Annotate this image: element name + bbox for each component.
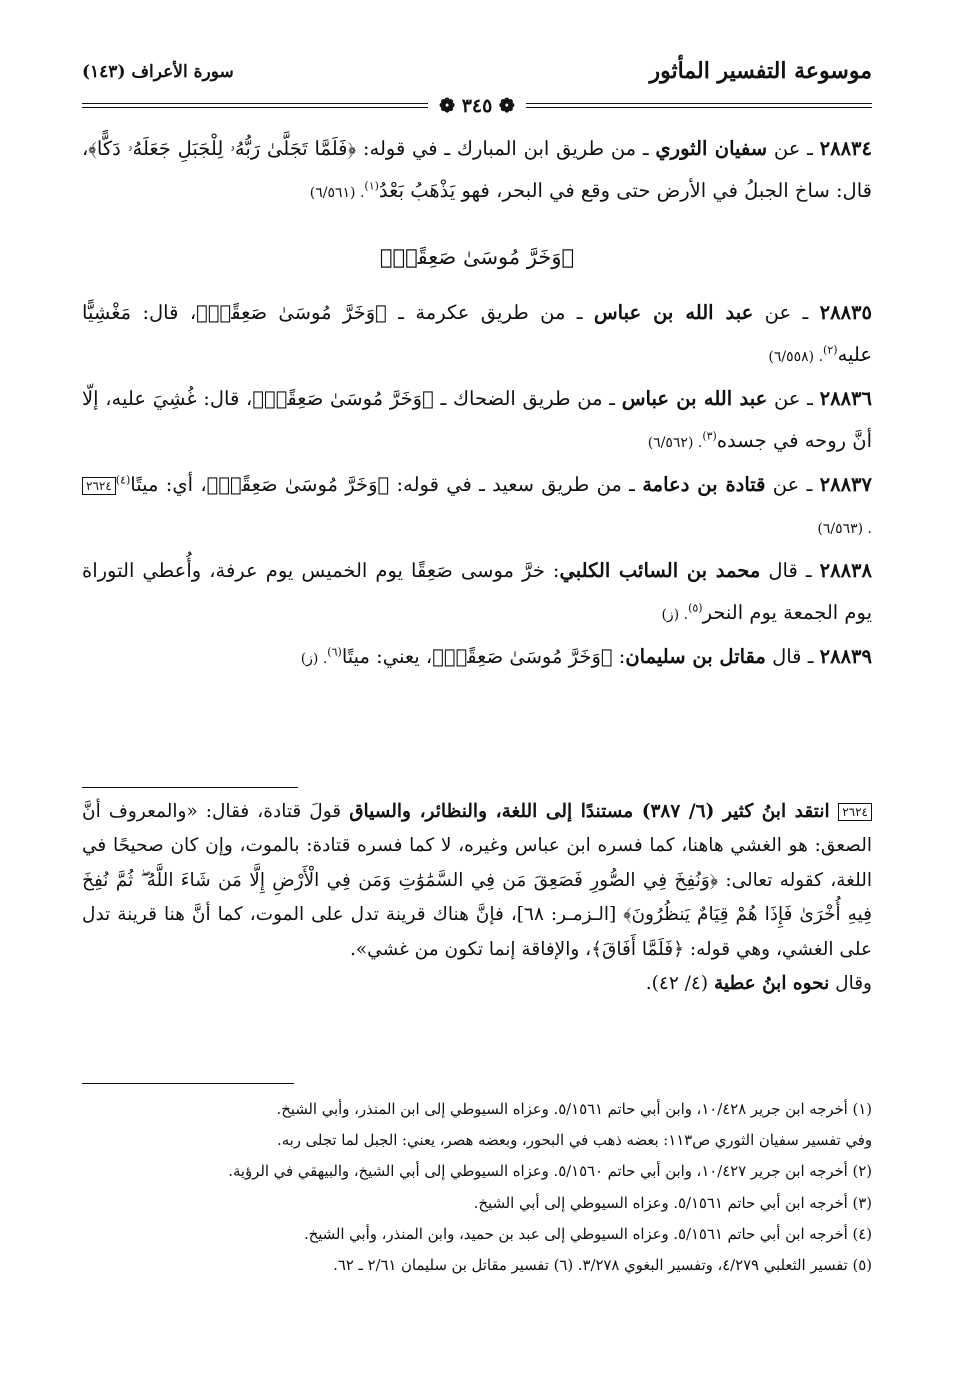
footnote-line: (١) أخرجه ابن جرير ١٠/٤٢٨، وابن أبي حاتم ٥/١٥٦١. وعزاه السيوطي إلى ابن المنذر، وأبي الشيخ. [276, 1101, 872, 1118]
quran-quote: ﴿فَلَمَّا تَجَلَّىٰ رَبُّهُۥ لِلْجَبَلِ جَعَلَهُۥ دَكًّا﴾ [88, 137, 357, 160]
volume-ref: . (٦/٥٦١) [309, 185, 365, 201]
footnote-marker: (٤) [115, 473, 131, 487]
narrator-name: عبد الله بن عباس [593, 301, 754, 324]
footnote-marker: (١) [364, 179, 379, 193]
footnote-separator [82, 1083, 294, 1084]
volume-ref: . (٦/٥٦٢) [647, 435, 703, 451]
ornament-icon: ❁ [439, 95, 462, 117]
entry-text: ـ من طريق عكرمة ـ [386, 301, 594, 324]
footnote-marker: (٣) [702, 429, 717, 443]
quran-quote: ﴿وَنُفِخَ فِي الصُّورِ فَصَعِقَ مَن فِي السَّمَٰوَٰتِ وَمَن فِي الْأَرْضِ إِلَّا مَن شَاءَ اللَّهُ ۖ ثُمَّ نُفِخَ فِيهِ أُخْرَىٰ فَإِذَا هُمْ قِيَامٌ يَنظُرُونَ﴾ [82, 869, 872, 926]
narrator-name: سفيان الثوري [655, 137, 768, 160]
quran-quote: ﴿وَخَرَّ مُوسَىٰ صَعِقًاۚ﴾ [252, 387, 434, 410]
entry-pre: ـ عن [765, 473, 820, 496]
volume-ref: . (٦/٥٥٨) [768, 349, 824, 365]
quran-quote: ﴿وَخَرَّ مُوسَىٰ صَعِقًاۚ﴾ [432, 645, 613, 668]
running-header [82, 58, 872, 88]
book-title: موسوعة التفسير المأثور [649, 58, 872, 84]
entry-28839 [82, 636, 872, 680]
entry-number: ٢٨٨٣٩ [819, 645, 872, 668]
page-number [432, 96, 522, 116]
volume-ref: . (٦/٥٦٣) [817, 521, 872, 537]
note-separator [82, 787, 298, 788]
entry-28834 [82, 128, 872, 214]
entry-pre: ـ قال [765, 645, 820, 668]
cross-ref-box[interactable]: ٢٦٢٤ [82, 477, 116, 495]
volume-ref: . (ز) [300, 651, 328, 667]
note-paragraph-2 [82, 967, 872, 1001]
page-number-value: ٣٤٥ [461, 95, 493, 117]
note-text: [الـزمـر: ٦٨]، فإنَّ هناك قرينة تدل على الموت، كما أنَّ هنا قرينة تدل على الغشي، وهي قوله: [82, 904, 872, 960]
entry-pre: ـ قال [760, 559, 820, 582]
note-bold-intro: انتقد ابنُ كثير (٦/ ٣٨٧) مستندًا إلى اللغة، والنظائر، والسياق [349, 801, 839, 822]
entry-text: ، يعني: ميتًا [341, 645, 433, 668]
quran-quote: ﴿فَلَمَّا أَفَاقَ﴾ [591, 938, 684, 960]
rule-left-thin [82, 107, 428, 108]
entry-text: : [612, 645, 626, 668]
note-paragraph [82, 795, 872, 967]
entry-number: ٢٨٨٣٦ [819, 387, 872, 410]
footnote-marker: (٦) [327, 645, 342, 659]
entry-text: ـ من طريق سعيد ـ في قوله: [389, 473, 643, 496]
rule-right-thin [526, 107, 872, 108]
ornament-icon: ❁ [492, 95, 515, 117]
footnote-line: (٥) تفسير الثعلبي ٤/٢٧٩، وتفسير البغوي ٣/٢٧٨. (٦) تفسير مقاتل بن سليمان ٢/٦١ ـ ٦٢. [333, 1257, 872, 1275]
footnotes [82, 1094, 872, 1281]
rule-right [526, 103, 872, 104]
narrator-name: قتادة بن دعامة [642, 473, 766, 496]
entry-text: ، قال: مَغْشِيًّا عليه [82, 301, 872, 366]
note-text: وقال [829, 973, 872, 995]
narrator-name: محمد بن السائب الكلبي [559, 559, 761, 582]
note-text: (٤/ ٤٢). [645, 973, 714, 995]
footnote-line: (٤) أخرجه ابن أبي حاتم ٥/١٥٦١. وعزاه السيوطي إلى عبد بن حميد، وابن المنذر، وأبي الشيخ. [303, 1225, 872, 1243]
entry-text: ـ من طريق ابن المبارك ـ في قوله: [356, 137, 656, 160]
header-rule [82, 96, 872, 116]
volume-ref: . (ز) [661, 607, 689, 623]
footnote-line: (٢) أخرجه ابن جرير ١٠/٤٢٧، وابن أبي حاتم ٥/١٥٦٠. وعزاه السيوطي إلى أبي الشيخ، والبيهقي في الرؤية. [228, 1163, 872, 1181]
editorial-note [82, 795, 872, 1001]
entry-28836 [82, 378, 872, 464]
footnote-line: (٣) أخرجه ابن أبي حاتم ٥/١٥٦١. وعزاه السيوطي إلى أبي الشيخ. [473, 1194, 872, 1212]
quran-quote: ﴿وَخَرَّ مُوسَىٰ صَعِقًاۚ﴾ [206, 473, 390, 496]
entry-28837 [82, 464, 872, 550]
entry-text: : خرَّ موسى صَعِقًا يوم الخميس يوم عرفة، وأُعطي التوراة يوم الجمعة يوم النحر [82, 559, 872, 624]
footnote-line: وفي تفسير سفيان الثوري ص١١٣: بعضه ذهب في البحور، وبعضه هصر، يعني: الجبل لما تجلى ربه. [277, 1132, 872, 1150]
note-text: ، والإفاقة إنما تكون من غشي». [349, 938, 592, 960]
entry-28838 [82, 550, 872, 636]
entry-pre: ـ عن [767, 137, 820, 160]
entry-number: ٢٨٨٣٤ [819, 137, 873, 160]
entry-28835 [82, 292, 872, 378]
entry-number: ٢٨٨٣٥ [819, 301, 872, 324]
note-bold: نحوه ابنُ عطية [713, 973, 830, 995]
note-number-box[interactable]: ٢٦٢٤ [838, 803, 872, 821]
section-heading: ﴿وَخَرَّ مُوسَىٰ صَعِقًاۚ﴾ [379, 245, 575, 269]
footnote-marker: (٥) [688, 601, 703, 615]
narrator-name: مقاتل بن سليمان [625, 645, 766, 668]
entry-text: ـ من طريق الضحاك ـ [433, 387, 622, 410]
narrator-name: عبد الله بن عباس [621, 387, 768, 410]
rule-left [82, 103, 428, 104]
surah-label: سورة الأعراف (١٤٣) [82, 62, 234, 82]
entry-pre: ـ عن [767, 387, 820, 410]
entry-number: ٢٨٨٣٧ [819, 473, 872, 496]
note-text: قولَ قتادة، فقال: «والمعروف أنَّ الصعق: هو الغشي هاهنا، كما فسره ابن عباس وغيره، لا كما فسره قتادة: بالموت، وإن كان صحيحًا في اللغة، كقوله تعالى: [82, 801, 872, 891]
quran-quote: ﴿وَخَرَّ مُوسَىٰ صَعِقًاۚ﴾ [196, 301, 387, 324]
entry-number: ٢٨٨٣٨ [819, 559, 873, 582]
entry-text: ، أي: ميتًا [130, 473, 207, 496]
entry-text: ، قال: غُشِيَ عليه، إلّا أنَّ روحه في جسده [82, 387, 872, 452]
main-text [82, 128, 872, 680]
footnote-marker: (٢) [823, 343, 838, 357]
entry-text: ، قال: ساخ الجبلُ في الأرض حتى وقع في البحر، فهو يَذْهَبُ بَعْدُ [82, 137, 872, 202]
entry-pre: ـ عن [753, 301, 820, 324]
